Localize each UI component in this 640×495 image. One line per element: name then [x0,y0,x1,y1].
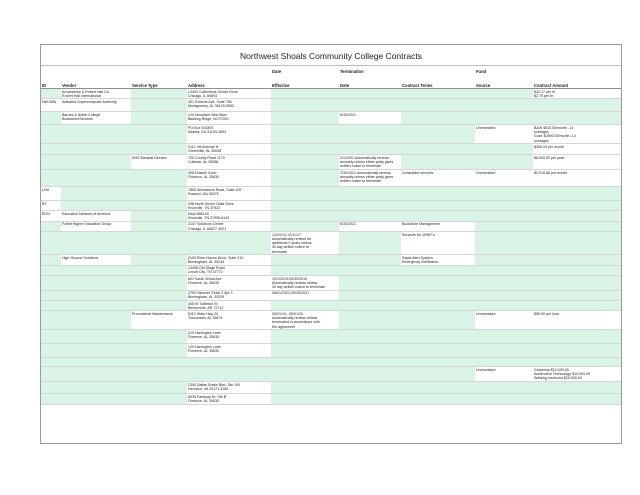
cell-vendor [61,155,131,170]
cell-contract-amount [533,232,621,255]
cell-fund-source [475,394,533,405]
table-row [41,358,621,367]
cell-service-type [131,344,187,358]
cell-address: 601 South Wood Ave Florence, AL 35630 [187,276,271,291]
cell-id: LNU [41,187,61,201]
table-row [41,301,621,311]
cell-vendor: Education Network of America [61,211,131,221]
cell-effective: 10/1/2019-09/30/2019 Automatically renews unless 30 day written notice to terminate [271,276,339,291]
cell-contract-terms [401,394,475,405]
cell-service-type [131,144,187,155]
header-contract-terms: Contract Terms [401,74,475,89]
cell-termination [339,276,401,291]
cell-effective [271,144,339,155]
cell-fund-source [475,358,533,367]
cell-contract-amount [533,201,621,211]
cell-contract-terms [401,358,475,367]
cell-effective [271,301,339,311]
cell-termination [339,232,401,255]
header-spacer [61,66,131,74]
table-body [41,89,621,405]
cell-fund-source [475,276,533,291]
cell-address: 7805 Woodstock Road, Suite 420 Roswell, GA 30075 [187,187,271,201]
cell-fund-source: Unrestricted [475,367,533,382]
cell-id [41,144,61,155]
header-date-top: Date [272,69,282,74]
cell-termination [339,382,401,394]
cell-termination [339,394,401,405]
cell-id [41,276,61,291]
cell-service-type [131,89,187,99]
cell-fund-source: Unrestricted [475,311,533,330]
cell-contract-amount [533,187,621,201]
cell-contract-terms [401,89,475,99]
cell-effective [271,367,339,382]
cell-service-type [131,112,187,125]
cell-id [41,311,61,330]
cell-contract-amount [533,255,621,265]
cell-address: 14498 Old Stage Road Lenoir City, TN 37772 [187,265,271,275]
cell-service-type [131,382,187,394]
cell-id [41,125,61,144]
cell-contract-amount: B&W $910.00/month -14 overages Color $2500.00/month -14 overages [533,125,621,144]
cell-address: 405 W Tuttleton St Bentonville, AR 72712 [187,301,271,311]
cell-contract-amount [533,290,621,300]
cell-address: 298 North Seven Oaks Drive Knoxville, TN 37922 [187,201,271,211]
cell-address [187,367,271,382]
table-row [41,170,621,187]
cell-address: 2100 River Haven Drive, Suite 210 Birmingham, AL 35244 [187,255,271,265]
header-spacer [533,66,621,74]
cell-address: 5110 State Hwy 20 Tuscumbia, AL 35674 [187,311,271,330]
cell-address: L3400 Collections Center Drive Chicago, IL 60693 [187,89,271,99]
cell-address: 401 Roberts Ave, Suite 780 Montgomery, AL 36130-9553 [187,99,271,112]
cell-id: BY [41,201,61,211]
cell-vendor: Alabama Supercomputer Authority [61,99,131,112]
cell-service-type [131,394,187,405]
cell-address: 8035 Parkway Dr, Ste B Florence, AL 35630 [187,394,271,405]
cell-service-type: EMS Medical Director [131,155,187,170]
cell-service-type [131,232,187,255]
cell-contract-terms [401,112,475,125]
cell-contract-terms [401,125,475,144]
cell-termination [339,89,401,99]
table-row [41,125,621,144]
cell-termination [339,144,401,155]
table-row [41,394,621,405]
header-spacer [187,66,271,74]
cell-effective: 08/01/2021-09/30/2021 [271,290,339,300]
cell-contract-terms [401,382,475,394]
cell-id [41,255,61,265]
cell-vendor [61,301,131,311]
cell-vendor: Barnes & Noble College Bookstore/Services [61,112,131,125]
cell-service-type [131,211,187,221]
cell-address: 120 Mountain View Blvd Basking Ridge, NJ 07920 [187,112,271,125]
table-row [41,276,621,291]
header-source: Source [475,74,533,89]
cell-contract-amount [533,330,621,344]
cell-contract-terms [401,301,475,311]
table-row [41,99,621,112]
cell-service-type [131,201,187,211]
cell-contract-terms [401,211,475,221]
cell-effective [271,382,339,394]
cell-address: 700 County Road 1179 Cullman, AL 35058 [187,155,271,170]
cell-effective [271,221,339,231]
cell-vendor: Armanbmor & Robert Hall Co. Robert Hall International [61,89,131,99]
cell-effective: 05/01/19 - 05/01/20 Automatically renews unless terminated in accordance with the agreement [271,311,339,330]
cell-vendor [61,382,131,394]
cell-fund-source: Unrestricted [475,125,533,144]
cell-fund-source [475,382,533,394]
cell-vendor [61,344,131,358]
cell-contract-terms: Bookstore Management [401,221,475,231]
cell-fund-source [475,144,533,155]
cell-termination: 6/30/2021 [339,112,401,125]
cell-contract-terms: Services for 1098T's [401,232,475,255]
cell-id [41,330,61,344]
cell-id [41,155,61,170]
cell-service-type [131,255,187,265]
cell-termination [339,255,401,265]
cell-contract-amount: $85.00 per hour [533,311,621,330]
cell-id: EDN [41,211,61,221]
cell-contract-terms: Consultant services [401,170,475,187]
header-effective: Effective [271,74,339,89]
cell-fund-source [475,265,533,275]
header-spacer [401,66,475,74]
cell-id [41,221,61,231]
cell-contract-terms [401,99,475,112]
cell-id [41,290,61,300]
cell-vendor [61,290,131,300]
cell-contract-amount: $6,000.00 per year [533,155,621,170]
table-row [41,221,621,231]
table-row [41,201,621,211]
cell-termination [339,290,401,300]
cell-termination [339,358,401,367]
cell-contract-amount [533,394,621,405]
header-service-type: Service Type [131,74,187,89]
cell-contract-amount [533,99,621,112]
cell-effective [271,170,339,187]
cell-contract-terms [401,276,475,291]
cell-address: Dept 888149 Knoxville, TN 37995-8149 [187,211,271,221]
cell-service-type [131,358,187,367]
cell-effective [271,358,339,367]
cell-address: 2300 Dallas Drake Blvd, Ste 100 Herndon, VA 20171-3180 [187,382,271,394]
cell-service-type [131,330,187,344]
cell-vendor: High Ground Solutions [61,255,131,265]
cell-vendor [61,144,131,155]
cell-effective [271,255,339,265]
cell-id [41,344,61,358]
cell-contract-amount [533,211,621,221]
header-spacer [41,66,61,74]
cell-termination: 6/30/2021 [339,221,401,231]
header-row-top [41,66,621,74]
header-termination-top: Termination [340,69,364,74]
cell-fund-source [475,255,533,265]
cell-vendor [61,170,131,187]
cell-address [187,358,271,367]
cell-id [41,301,61,311]
cell-fund-source [475,201,533,211]
table-row [41,330,621,344]
cell-vendor [61,330,131,344]
header-vendor: Vendor [61,74,131,89]
table-row [41,144,621,155]
cell-contract-amount [533,301,621,311]
table-row [41,232,621,255]
cell-fund-source [475,221,533,231]
cell-fund-source [475,187,533,201]
cell-fund-source [475,99,533,112]
cell-effective [271,265,339,275]
cell-termination [339,367,401,382]
cell-contract-terms [401,367,475,382]
cell-address [187,232,271,255]
cell-termination [339,265,401,275]
cell-effective [271,211,339,221]
header-spacer [131,66,187,74]
cell-vendor [61,358,131,367]
cell-vendor [61,125,131,144]
cell-effective [271,89,339,99]
cell-service-type [131,276,187,291]
cell-contract-terms [401,330,475,344]
cell-termination [339,187,401,201]
cell-fund-source [475,344,533,358]
cell-effective [271,112,339,125]
cell-fund-source: Unrestricted [475,170,533,187]
table-row [41,112,621,125]
cell-id: NW-WIN [41,99,61,112]
cell-contract-amount [533,112,621,125]
contracts-sheet [40,44,622,444]
cell-effective [271,125,339,144]
cell-vendor [61,394,131,405]
cell-id [41,112,61,125]
cell-fund-source [475,211,533,221]
table-row [41,290,621,300]
cell-contract-terms [401,155,475,170]
cell-id [41,89,61,99]
cell-service-type [131,170,187,187]
cell-address: 908 Driskell Court Florence, AL 35630 [187,170,271,187]
cell-contract-amount [533,358,621,367]
cell-service-type [131,125,187,144]
header-termination-date: Date [339,74,401,89]
cell-id [41,394,61,405]
cell-contract-terms [401,311,475,330]
cell-id [41,358,61,367]
cell-vendor [61,265,131,275]
cell-fund-source [475,232,533,255]
cell-service-type [131,187,187,201]
cell-vendor [61,187,131,201]
cell-vendor [61,311,131,330]
cell-id [41,265,61,275]
cell-id [41,382,61,394]
cell-fund-source [475,301,533,311]
cell-contract-terms [401,201,475,211]
cell-termination [339,125,401,144]
cell-service-type [131,290,187,300]
table-row [41,187,621,201]
cell-contract-terms [401,290,475,300]
cell-address: 2700 Vanover Circle 2 Apt 3 Birmingham, AL 35209 [187,290,271,300]
contracts-table [41,66,621,405]
cell-contract-amount: $350.00 per month [533,144,621,155]
table-row [41,265,621,275]
cell-service-type [131,265,187,275]
cell-effective [271,155,339,170]
cell-contract-terms [401,187,475,201]
cell-vendor: Follett Higher Education Group [61,221,131,231]
cell-effective [271,330,339,344]
cell-contract-amount [533,221,621,231]
cell-termination [339,99,401,112]
cell-vendor [61,276,131,291]
header-contract-amount: Contract Amount [533,74,621,89]
cell-id [41,367,61,382]
cell-vendor [61,201,131,211]
table-row [41,367,621,382]
cell-contract-terms: Rapid Alert System Emergency notification [401,255,475,265]
cell-id [41,170,61,187]
cell-id [41,232,61,255]
cell-effective [271,344,339,358]
cell-termination: 2/1/2021 Automatically renews annually unless either party gives written notice to terminate [339,155,401,170]
cell-contract-amount [533,265,621,275]
cell-termination [339,301,401,311]
cell-termination: 7/30/2021 Automatically renews annually unless either party gives written notice to terminate [339,170,401,187]
cell-effective [271,187,339,201]
cell-contract-amount [533,382,621,394]
table-row [41,89,621,99]
cell-effective: 12/31/14 12/31/17 Automatically renews for additional 3 years unless 30 day written notice to terminate [271,232,339,255]
cell-contract-amount: Carpentry $10,000.00 Automotive Technology $10,000.00 Welding Instructor $20,000.00 [533,367,621,382]
cell-address: 120 Harrington Lane Florence, AL 35630 [187,344,271,358]
cell-contract-terms [401,144,475,155]
cell-service-type [131,301,187,311]
table-row [41,382,621,394]
page-title: Northwest Shoals Community College Contracts [41,45,621,66]
cell-vendor [61,232,131,255]
cell-termination [339,344,401,358]
cell-contract-terms [401,265,475,275]
header-address: Address [187,74,271,89]
header-id: ID [41,74,61,89]
table-row [41,344,621,358]
cell-address: 219 Harrington Lane Florence, AL 35630 [187,330,271,344]
cell-contract-amount: $42.17 per hr $2.75 per hr [533,89,621,99]
table-row [41,155,621,170]
cell-address: PO Box 932893 Atlanta, GA 31193-2893 [187,125,271,144]
table-row [41,255,621,265]
cell-effective [271,201,339,211]
cell-contract-amount [533,276,621,291]
cell-fund-source [475,330,533,344]
cell-fund-source [475,89,533,99]
table-row [41,211,621,221]
cell-vendor [61,367,131,382]
table-row [41,311,621,330]
cell-contract-amount [533,344,621,358]
cell-contract-amount: $2,916.66 per month [533,170,621,187]
header-row [41,74,621,89]
header-fund-top: Fund [476,69,487,74]
cell-service-type [131,367,187,382]
cell-effective [271,99,339,112]
cell-address: 3147 Solutions Center Chicago, IL 60677-3001 [187,221,271,231]
cell-service-type [131,221,187,231]
cell-fund-source [475,290,533,300]
cell-termination [339,311,401,330]
cell-termination [339,201,401,211]
cell-termination [339,330,401,344]
cell-contract-terms [401,344,475,358]
cell-address: 2112 4th Avenue N Greenville, AL 35045 [187,144,271,155]
cell-effective [271,394,339,405]
cell-service-type [131,99,187,112]
cell-service-type: Promotional Maintenance [131,311,187,330]
cell-termination [339,211,401,221]
cell-fund-source [475,155,533,170]
cell-fund-source [475,112,533,125]
